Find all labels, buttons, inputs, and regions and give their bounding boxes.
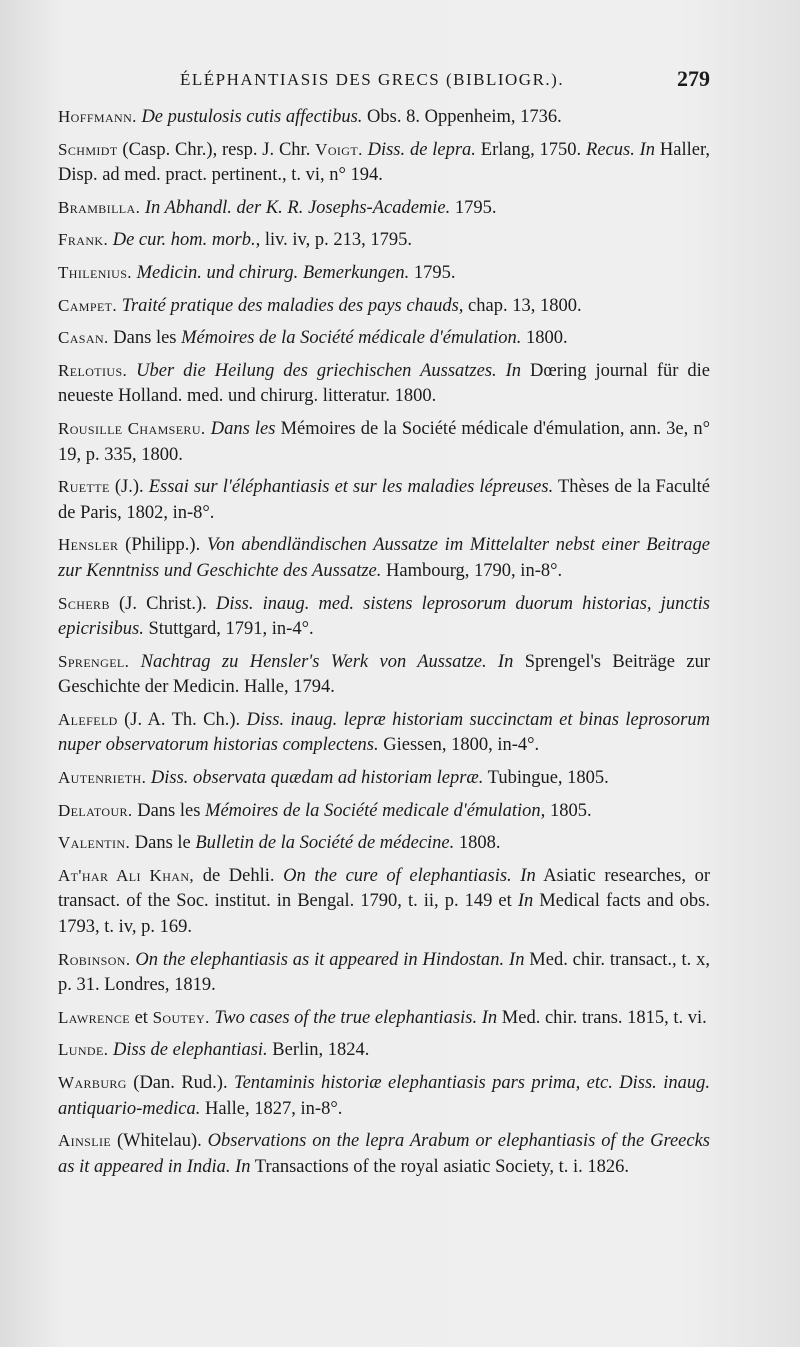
entry-text: 1795. xyxy=(409,262,456,283)
entry-text: Tubingue, 1805. xyxy=(483,768,609,789)
entry-author: Ainslie xyxy=(58,1131,112,1151)
entry-title: Diss de elephantiasi. xyxy=(113,1040,268,1061)
bibliography-entry xyxy=(58,293,710,320)
entry-text: (Dan. Rud.). xyxy=(126,1073,234,1093)
entry-text: Haller, Disp. ad med. pract. pertinent., t. vi, n° 194. xyxy=(58,139,711,186)
entry-title: De pustulosis cutis affectibus. xyxy=(141,107,363,127)
entry-author: Sprengel. xyxy=(58,651,130,671)
entry-title: Dans les xyxy=(210,418,276,439)
entry-author: Frank. xyxy=(58,230,109,250)
entry-text xyxy=(127,361,136,381)
entry-title: On the cure of elephantiasis. In xyxy=(283,865,536,886)
entry-author: Relotius. xyxy=(58,360,128,380)
entry-title: In xyxy=(517,891,534,912)
entry-text: Mémoires de la Société médicale d'émulation, ann. 3e, n° 19, p. 335, 1800. xyxy=(58,418,710,465)
entry-title: In Abhandl. der K. R. Josephs-Academie. xyxy=(144,197,451,218)
bibliography-entry xyxy=(58,1005,710,1032)
entry-text: et xyxy=(129,1007,153,1028)
bibliography-entry xyxy=(58,947,710,999)
bibliography-entry xyxy=(58,649,710,701)
entry-title: Bulletin de la Société de médecine. xyxy=(195,833,455,854)
entry-text: (J.). xyxy=(109,477,149,498)
entry-title: Diss. de lepra. xyxy=(367,139,476,160)
entry-text: 1800. xyxy=(521,328,568,349)
entry-author: Schmidt xyxy=(58,139,118,159)
entry-author: At'har Ali Khan, xyxy=(58,865,195,885)
entry-text: Obs. 8. Oppenheim, 1736. xyxy=(362,107,562,127)
entry-author: Hoffmann. xyxy=(58,107,137,126)
entry-author: Autenrieth. xyxy=(58,768,147,788)
running-title: ÉLÉPHANTIASIS DES GRECS (BIBLIOGR.). xyxy=(180,70,565,89)
entry-text xyxy=(129,652,140,672)
entry-text: Medical facts and obs. 1793, t. iv, p. 169. xyxy=(58,891,710,938)
entry-author: Robinson. xyxy=(58,949,131,969)
entry-author: Valentin. xyxy=(58,833,131,853)
entry-text: de Dehli. xyxy=(194,865,284,886)
entry-title: Observations on the lepra Arabum or elephantiasis of the Greecks as it appeared in India. In xyxy=(58,1131,711,1177)
entry-author: Soutey. xyxy=(152,1007,210,1027)
entry-text: chap. 13, 1800. xyxy=(463,295,582,316)
entry-text: Med. chir. transact., t. x, p. 31. Londres, 1819. xyxy=(58,949,711,996)
entry-author: Warburg xyxy=(58,1073,127,1092)
entry-title: Diss. observata quædam ad historiam lepræ. xyxy=(150,768,484,789)
bibliography-entry xyxy=(58,1128,710,1180)
entry-title: Tentaminis historiæ elephantiasis pars prima, etc. Diss. inaug. antiquario-medica. xyxy=(58,1073,710,1119)
entry-author: Brambilla. xyxy=(58,197,141,217)
entry-author: Lunde. xyxy=(58,1040,109,1060)
entry-text: Dœring journal für die neueste Holland. med. und chirurg. litteratur. 1800. xyxy=(58,360,710,407)
entry-title: Two cases of the true elephantiasis. In xyxy=(214,1007,498,1028)
bibliography-entry xyxy=(58,358,710,410)
entry-text: Berlin, 1824. xyxy=(267,1040,370,1061)
entry-title: Traité pratique des maladies des pays chauds, xyxy=(121,295,464,316)
entry-title: Recus. In xyxy=(586,139,656,160)
entry-text: Sprengel's Beiträge zur Geschichte der Medicin. Halle, 1794. xyxy=(58,651,710,698)
bibliography-entry xyxy=(58,707,710,759)
bibliography-entry xyxy=(58,863,710,941)
entry-author: Voigt. xyxy=(315,139,363,159)
entry-title: Diss. inaug. med. sistens leprosorum duorum historias, junctis epicrisibus. xyxy=(58,593,711,640)
entry-title: Nachtrag zu Hensler's Werk von Aussatze. In xyxy=(140,651,514,672)
entry-author: Delatour. xyxy=(58,800,133,820)
entry-author: Alefeld xyxy=(58,709,118,729)
entry-title: Essai sur l'éléphantiasis et sur les maladies lépreuses. xyxy=(148,477,554,498)
bibliography-entry xyxy=(58,474,710,526)
bibliography-entry xyxy=(58,1070,710,1122)
bibliography-entry xyxy=(58,1037,710,1064)
entry-author: Ruette xyxy=(58,477,110,497)
page-number: 279 xyxy=(677,66,710,91)
entry-text: (Philipp.). xyxy=(118,535,207,556)
entry-author: Campet. xyxy=(58,295,118,315)
entry-title: Mémoires de la Société médicale d'émulation. xyxy=(181,328,522,349)
entry-author: Rousille Chamseru. xyxy=(58,418,206,438)
entry-author: Scherb xyxy=(58,593,110,613)
entry-text: (J. Christ.). xyxy=(109,593,216,614)
bibliography-entry xyxy=(58,227,710,254)
entry-text: Halle, 1827, in-8°. xyxy=(200,1098,343,1119)
entry-text: (J. A. Th. Ch.). xyxy=(117,709,247,730)
entry-text: Stuttgard, 1791, in-4°. xyxy=(143,619,314,640)
entry-title: On the elephantiasis as it appeared in Hindostan. In xyxy=(135,949,525,970)
bibliography-entry xyxy=(58,195,710,222)
entry-title: Von abendländischen Aussatze im Mittelalter nebst einer Beitrage zur Kenntniss und Geschichte des Aussatze. xyxy=(58,535,711,581)
entry-text: Hambourg, 1790, in-8°. xyxy=(381,560,563,581)
entry-text: 1795. xyxy=(450,197,497,218)
entry-author: Thilenius. xyxy=(58,262,132,282)
bibliography-entry xyxy=(58,325,710,352)
entry-text: Dans les xyxy=(132,800,206,821)
bibliography-entry xyxy=(58,104,710,131)
entry-title: Mémoires de la Société medicale d'émulation, xyxy=(205,800,546,821)
entry-author: Hensler xyxy=(58,535,119,555)
entry-text: Transactions of the royal asiatic Society, t. i. 1826. xyxy=(250,1156,630,1177)
entry-title: Medicin. und chirurg. Bemerkungen. xyxy=(136,262,410,283)
entry-text: Dans les xyxy=(108,328,182,349)
page-header xyxy=(60,66,710,102)
entry-text: Dans le xyxy=(130,833,196,854)
bibliography-entry xyxy=(58,260,710,287)
bibliography-list xyxy=(58,104,710,1186)
bibliography-entry xyxy=(58,830,710,857)
bibliography-entry xyxy=(58,137,710,189)
entry-text: 1805. xyxy=(545,800,592,821)
bibliography-entry xyxy=(58,765,710,792)
bibliography-entry xyxy=(58,416,710,468)
entry-text: (Whitelau). xyxy=(111,1131,208,1152)
entry-text: Asiatic researches, or transact. of the Soc. institut. in Bengal. 1790, t. ii, p. 149 et xyxy=(58,865,711,912)
entry-text: (Casp. Chr.), resp. J. Chr. xyxy=(117,139,316,160)
bibliography-entry xyxy=(58,798,710,825)
entry-author: Casan. xyxy=(58,328,109,348)
entry-text: Thèses de la Faculté de Paris, 1802, in-8°. xyxy=(58,477,710,523)
entry-title: Uber die Heilung des griechischen Aussatzes. In xyxy=(136,360,522,381)
entry-text: 1808. xyxy=(454,833,501,854)
bibliography-entry xyxy=(58,532,710,584)
entry-title: Diss. inaug. lepræ historiam succinctam et binas leprosorum nuper observatorum historias complectens. xyxy=(58,709,710,756)
entry-text: Giessen, 1800, in-4°. xyxy=(378,735,540,756)
entry-text: Med. chir. trans. 1815, t. vi. xyxy=(497,1007,707,1028)
entry-title: De cur. hom. morb., xyxy=(112,230,261,251)
entry-text: Erlang, 1750. xyxy=(475,139,587,160)
bibliography-entry xyxy=(58,591,710,643)
entry-author: Lawrence xyxy=(58,1007,130,1027)
entry-text: liv. iv, p. 213, 1795. xyxy=(260,230,412,251)
